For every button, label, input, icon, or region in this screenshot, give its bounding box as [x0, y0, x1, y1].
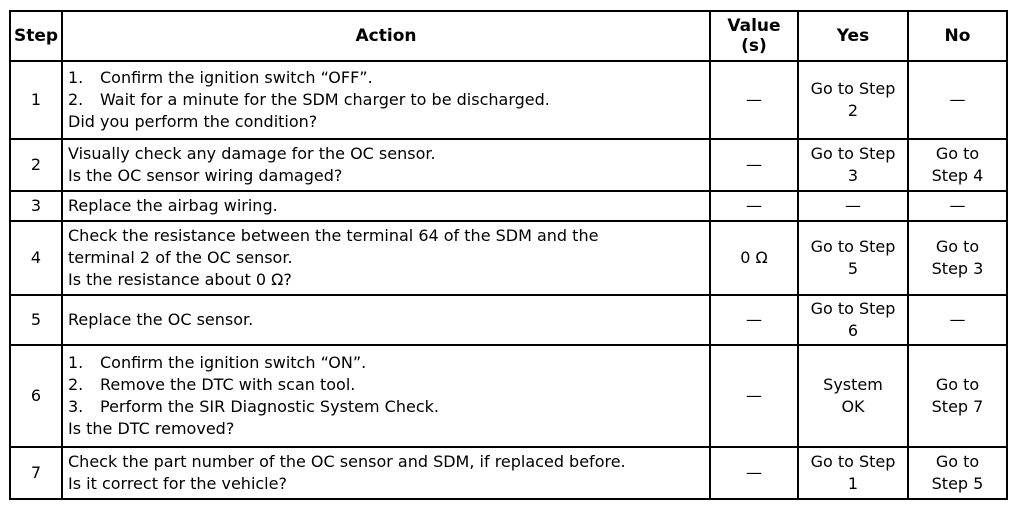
action-line-text: Did you perform the condition? [68, 112, 318, 131]
no-line: — [949, 196, 966, 215]
header-yes: Yes [798, 11, 908, 61]
yes-line: OK [841, 397, 865, 416]
action-line [68, 352, 705, 374]
action-line-text: Check the resistance between the terminal 64 of the SDM and the [68, 226, 599, 245]
action-line-text: Check the part number of the OC sensor and SDM, if replaced before. [68, 452, 626, 471]
value-cell: 0 Ω [710, 221, 798, 295]
action-line [68, 451, 705, 473]
header-value [710, 11, 798, 61]
action-line [68, 67, 705, 89]
no-line: Step 5 [931, 474, 984, 493]
action-line [68, 247, 705, 269]
no-line: Step 3 [931, 259, 984, 278]
action-line [68, 418, 705, 440]
value-cell: — [710, 191, 798, 221]
header-row [10, 11, 1007, 61]
action-line-text: Perform the SIR Diagnostic System Check. [100, 397, 439, 416]
header-no: No [908, 11, 1007, 61]
no-line: Go to [935, 375, 980, 394]
no-cell [908, 61, 1007, 139]
value-cell: — [710, 61, 798, 139]
table-row [10, 139, 1007, 191]
action-line [68, 396, 705, 418]
action-cell [62, 191, 710, 221]
header-step: Step [10, 11, 62, 61]
action-cell [62, 345, 710, 447]
action-line [68, 111, 705, 133]
action-line-number: 1. [68, 353, 84, 372]
yes-line: 1 [847, 474, 859, 493]
action-line-text: Visually check any damage for the OC sensor. [68, 144, 436, 163]
action-cell [62, 139, 710, 191]
action-line-number: 1. [68, 68, 84, 87]
step-cell: 5 [10, 295, 62, 345]
yes-line: Go to Step [810, 299, 896, 318]
action-line-text: Wait for a minute for the SDM charger to be discharged. [100, 90, 550, 109]
action-line [68, 89, 705, 111]
yes-cell [798, 447, 908, 499]
action-line-text: Confirm the ignition switch “ON”. [100, 353, 367, 372]
no-line: Step 7 [931, 397, 984, 416]
yes-cell [798, 221, 908, 295]
value-cell: — [710, 139, 798, 191]
action-line-text: Remove the DTC with scan tool. [100, 375, 356, 394]
yes-line: 6 [847, 321, 859, 340]
no-line: — [949, 310, 966, 329]
yes-line: 5 [847, 259, 859, 278]
no-line: Step 4 [931, 166, 984, 185]
action-line-number: 3. [68, 397, 84, 416]
table-row [10, 447, 1007, 499]
header-value-line2: (s) [741, 36, 767, 56]
action-line-text: Replace the OC sensor. [68, 310, 254, 329]
action-line-text: Replace the airbag wiring. [68, 196, 278, 215]
yes-line: Go to Step [810, 452, 896, 471]
no-line: Go to [935, 144, 980, 163]
step-cell: 1 [10, 61, 62, 139]
value-cell: — [710, 447, 798, 499]
step-cell: 3 [10, 191, 62, 221]
action-cell [62, 61, 710, 139]
no-cell [908, 191, 1007, 221]
no-cell [908, 139, 1007, 191]
action-line-number: 2. [68, 375, 84, 394]
no-line: — [949, 90, 966, 109]
yes-cell [798, 295, 908, 345]
yes-line: 2 [847, 101, 859, 120]
table-body [10, 61, 1007, 499]
yes-line: Go to Step [810, 79, 896, 98]
table-row [10, 221, 1007, 295]
action-line-number: 2. [68, 90, 84, 109]
action-line-text: Is it correct for the vehicle? [68, 474, 287, 493]
action-line [68, 165, 705, 187]
table-row [10, 345, 1007, 447]
diagnostic-table [9, 10, 1008, 500]
yes-cell [798, 61, 908, 139]
action-line-text: Is the DTC removed? [68, 419, 235, 438]
action-line-text: Is the OC sensor wiring damaged? [68, 166, 343, 185]
yes-line: — [845, 196, 861, 215]
no-line: Go to [935, 452, 980, 471]
table-row [10, 295, 1007, 345]
action-line [68, 269, 705, 291]
no-cell [908, 345, 1007, 447]
no-cell [908, 295, 1007, 345]
value-cell: — [710, 295, 798, 345]
no-line: Go to [935, 237, 980, 256]
action-cell [62, 447, 710, 499]
action-line-text: Confirm the ignition switch “OFF”. [100, 68, 373, 87]
action-line [68, 309, 705, 331]
yes-cell [798, 139, 908, 191]
action-line [68, 225, 705, 247]
action-line [68, 473, 705, 495]
yes-line: 3 [847, 166, 859, 185]
yes-cell [798, 345, 908, 447]
header-value-line1: Value [727, 16, 781, 36]
step-cell: 7 [10, 447, 62, 499]
table-row [10, 191, 1007, 221]
yes-line: System [823, 375, 883, 394]
action-line-text: terminal 2 of the OC sensor. [68, 248, 293, 267]
value-cell: — [710, 345, 798, 447]
action-line-text: Is the resistance about 0 Ω? [68, 270, 292, 289]
header-action: Action [62, 11, 710, 61]
step-cell: 4 [10, 221, 62, 295]
action-line [68, 374, 705, 396]
action-line [68, 143, 705, 165]
yes-line: Go to Step [810, 144, 896, 163]
no-cell [908, 221, 1007, 295]
no-cell [908, 447, 1007, 499]
yes-cell [798, 191, 908, 221]
step-cell: 6 [10, 345, 62, 447]
yes-line: Go to Step [810, 237, 896, 256]
table-row [10, 61, 1007, 139]
action-line [68, 195, 705, 217]
action-cell [62, 295, 710, 345]
action-cell [62, 221, 710, 295]
step-cell: 2 [10, 139, 62, 191]
